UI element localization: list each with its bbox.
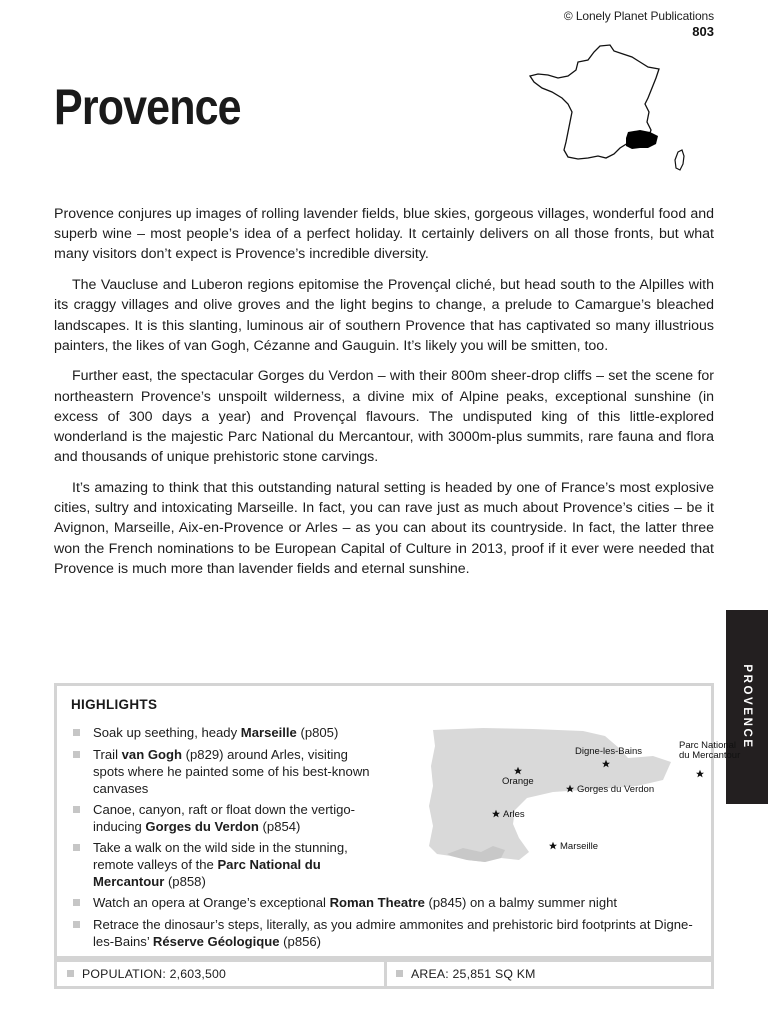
- star-icon: [696, 770, 704, 778]
- highlight-text: (p845) on a balmy summer night: [424, 895, 618, 910]
- place-label: Gorges du Verdon: [577, 784, 655, 795]
- highlights-title: HIGHLIGHTS: [71, 697, 158, 712]
- highlight-bold: van Gogh: [121, 747, 183, 762]
- intro-paragraph: Further east, the spectacular Gorges du Verdon – with their 800m sheer-drop cliffs – set the scene for northeastern Provence’s unspoilt wilderness, a divine mix of Alpine peaks, exceptional sunshine (in excess of 300 days a year) and Provençal flavours. The undisputed king of this little-explored wonderland is the majestic Parc National du Mercantour, with 3000m-plus summits, rare fauna and flora and thousands of unique prehistoric stone carvings.: [54, 368, 714, 466]
- provence-region-highlight: [626, 130, 658, 149]
- corsica-outline: [675, 150, 684, 170]
- intro-paragraph: The Vaucluse and Luberon regions epitomise the Provençal cliché, but head south to the Alpilles with its craggy villages and olive groves and the light begins to change, a prelude to Camargue’s bleached landscapes. It is this slanting, luminous air of southern Provence that has captivated so many illustrious painters, the likes of van Gogh, Cézanne and Gauguin. It’s likely you will be smitten, too.: [54, 277, 714, 354]
- highlight-bold: Gorges du Verdon: [145, 819, 259, 834]
- place-label: du Mercantour: [679, 750, 741, 761]
- highlight-text: Trail: [93, 747, 122, 762]
- highlight-text: (p856): [279, 934, 322, 949]
- france-locator-map: [528, 42, 694, 176]
- area-text: AREA: 25,851 SQ KM: [411, 967, 536, 981]
- side-tab-label: PROVENCE: [741, 664, 753, 750]
- highlight-item: [73, 839, 383, 890]
- bullet-square: [73, 899, 80, 906]
- highlight-text: Retrace the dinosaur’s steps, literally, as you admire ammonites and prehistoric bird footprints at Digne-les-Bains’: [93, 917, 693, 949]
- highlights-box: [54, 683, 741, 959]
- bullet-square: [73, 921, 80, 928]
- bullet-square: [73, 806, 80, 813]
- intro-text: [54, 204, 714, 589]
- highlight-item: [73, 801, 383, 835]
- highlight-text: Take a walk on the wild side in the stunning, remote valleys of the: [93, 840, 348, 872]
- area-stat: [396, 962, 536, 986]
- copyright-notice: © Lonely Planet Publications: [563, 9, 714, 23]
- intro-paragraph: Provence conjures up images of rolling lavender fields, blue skies, gorgeous villages, wonderful food and superb wine – most people’s idea of a perfect holiday. It certainly delivers on all those fronts, but what many visitors don’t expect is Provence’s incredible diversity.: [54, 206, 714, 263]
- chapter-title: Provence: [54, 79, 241, 135]
- highlight-text: Watch an opera at Orange’s exceptional: [93, 895, 330, 910]
- bullet-square: [396, 970, 403, 977]
- provence-highlights-map: [423, 726, 741, 872]
- highlight-text: (p829) around Arles, visiting spots where he painted some of his best-known canvases: [93, 747, 370, 796]
- stats-bar: [54, 959, 714, 989]
- highlight-item: [73, 894, 693, 911]
- place-label: Arles: [503, 809, 525, 820]
- highlight-item: [73, 724, 473, 741]
- intro-paragraph: It’s amazing to think that this outstanding natural setting is headed by one of France’s most explosive cities, sultry and intoxicating Marseille. In fact, you can rave just as much about Provence’s cities – be it Avignon, Marseille, Aix-en-Provence or Arles – as you can about its countryside. In fact, the latter three won the French nominations to be European Capital of Culture in 2013, proof if it ever were needed that Provence is much more than lavender fields and eternal sunshine.: [54, 479, 714, 577]
- highlight-text: (p854): [258, 819, 301, 834]
- stats-divider: [384, 962, 387, 986]
- place-label: Marseille: [560, 841, 599, 852]
- highlight-item: [73, 916, 693, 950]
- chapter-side-tab: [726, 610, 768, 804]
- population-text: POPULATION: 2,603,500: [82, 967, 227, 981]
- highlight-bold: Roman Theatre: [329, 895, 425, 910]
- highlight-text: Canoe, canyon, raft or float down the vertigo-inducing: [93, 802, 356, 834]
- highlight-bold: Réserve Géologique: [152, 934, 280, 949]
- place-label: Parc National: [679, 740, 737, 751]
- bullet-square: [73, 751, 80, 758]
- bullet-square: [73, 844, 80, 851]
- bullet-square: [73, 729, 80, 736]
- star-icon: [549, 842, 557, 850]
- highlight-bold: Parc National du Mercantour: [93, 857, 321, 889]
- highlight-bold: Marseille: [240, 725, 297, 740]
- place-label: Digne-les-Bains: [575, 746, 643, 757]
- population-stat: [67, 962, 226, 986]
- highlight-text: (p858): [164, 874, 206, 889]
- highlight-text: (p805): [296, 725, 339, 740]
- page-number: 803: [692, 24, 714, 39]
- highlight-text: Soak up seething, heady: [93, 725, 241, 740]
- bullet-square: [67, 970, 74, 977]
- place-label: Orange: [502, 776, 534, 787]
- highlight-item: [73, 746, 373, 797]
